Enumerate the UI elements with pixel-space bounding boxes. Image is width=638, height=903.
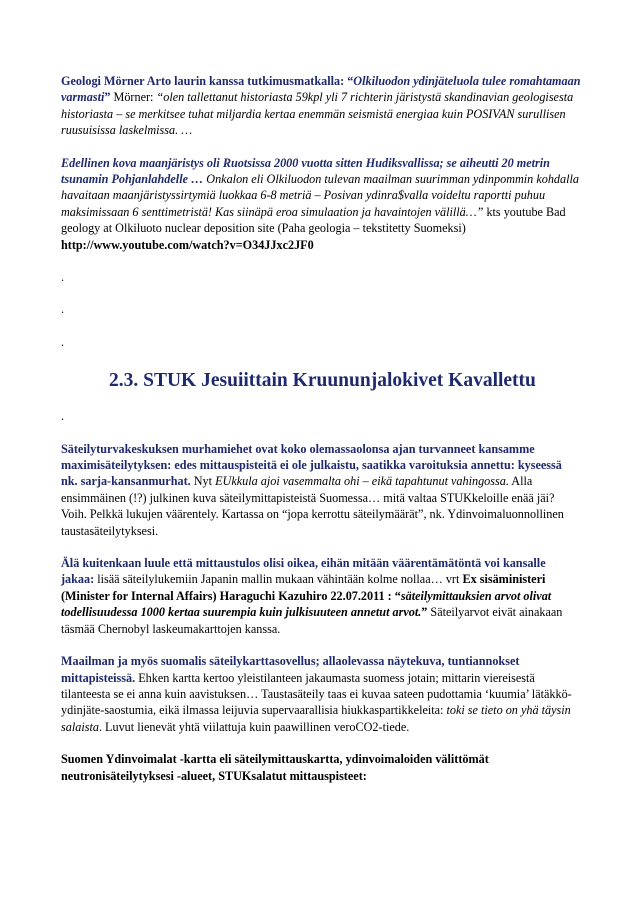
document-page (61, 73, 581, 784)
morner-quote-title: Olkiluodon ydinjäteluola tulee romahtamaan varmasti (61, 74, 581, 105)
morner-name: Mörner: (113, 90, 157, 105)
measurement-lead: Älä kuitenkaan luule että mittaustulos olisi oikea, eihän mitään väärentämätöntä voi kansalle jakaa: (61, 556, 546, 587)
earthquake-body: Onkalon eli Olkiluodon tulevan maailman suurimman ydinpommin kohdalla havaitaan maanjäristyssirtymiä luokkaa 6-8 metriä – Posivan ydinra$valla voideltu raportti puhuu maksimissaan 6 senttimetristä! Kas siinäpä eroa simulaation ja havaintojen välillä…” (61, 172, 579, 219)
measurement-tail: Säteilyarvot eivät ainakaan täsmää Chernobyl laskeumakarttojen kanssa. (61, 605, 563, 636)
stuk-eukkula: EUkkula ajoi vasemmalta ohi – eikä tapahtunut vahingossa. (215, 474, 509, 489)
morner-quote-close: ” (104, 90, 114, 105)
radiation-map-lead: Maailman ja myös suomalis säteilykarttasovellus; allaolevassa näytekuva, tuntiannokset mittapisteissä. (61, 654, 520, 685)
spacer-dot-1: . (61, 270, 65, 285)
morner-quote-body: “olen tallettanut historiasta 59kpl yli 7 richterin järistystä skandinavian geologisesta historiasta – se merkitsee tuhat miljardia kertaa enemmän seismistä energiaa kuin POSIVAN surullisen ruusuisissa laskelmissa. … (61, 90, 574, 138)
measurement-text: lisää säteilylukemiin Japanin mallin mukaan vähintään kolme nollaa… vrt (94, 572, 463, 587)
youtube-reference-text: kts youtube Bad geology at Olkiluoto nuclear deposition site (Paha geologia – tekstitetty Suomeksi) (61, 204, 566, 236)
radiation-map-body: Ehken kartta kertoo yleistilanteen jakaumasta suomess jotain; mittarin viereisestä tilanteesta se ei anna kuin aavistuksen… Taustasäteily taas ei kuvaa sateen pudottamia ‘kuumia’ lätäkkö-ydinjäte-saostumia, eikä ilmassa leijuvia supervaarallisia hiukkaspartikkeleita: (61, 670, 572, 718)
morner-lead: Geologi Mörner Arto laurin kanssa tutkimusmatkalla: “ (61, 74, 354, 88)
paragraph-morner (61, 73, 581, 139)
paragraph-nuclear-map (61, 751, 581, 784)
earthquake-lead: Edellinen kova maanjäristys oli Ruotsissa 2000 vuotta sitten Hudiksvallissa; se aiheutti 20 metrin tsunamin Pohjanlahdelle … (61, 155, 550, 187)
haraguchi-quote-close: ” (421, 605, 428, 620)
radiation-map-secret: toki se tieto on yhä täysin salaista (61, 703, 571, 734)
paragraph-measurement (61, 555, 581, 637)
spacer-dot-3: . (61, 334, 65, 349)
stuk-body: Alla ensimmäinen (!?) julkinen kuva säteilymittapisteistä Suomessa… mitä valtaa STUKkeloille enää jäi? Voih. Pelkkä lukujen väärentely. Kartassa on “jopa kerrottu säteilymäärät”, nk. Ydinvoimaluonnollinen taustasäteilytyksesi. (61, 474, 564, 538)
paragraph-radiation-map (61, 653, 581, 735)
spacer-dot-2: . (61, 302, 65, 317)
haraguchi-reference: Ex sisäministeri (Minister for Internal Affairs) Haraguchi Kazuhiro 22.07.2011 : “ (61, 572, 546, 603)
stuk-lead: Säteilyturvakeskuksen murhamiehet ovat koko olemassaolonsa ajan turvanneet kansamme maximisäteilytyksen: edes mittauspisteitä ei ole julkaistu, saatikka varoituksia annettu: kyseessä nk. sarja-kansanmurhat. (61, 441, 562, 489)
paragraph-stuk (61, 441, 581, 539)
nuclear-map-title: Suomen Ydinvoimalat -kartta eli säteilymittauskartta, ydinvoimaloiden välittömät neutronisäteilytyksesi -alueet, STUKsalatut mittauspisteet: (61, 752, 489, 783)
stuk-now: Nyt (190, 474, 216, 489)
paragraph-earthquake (61, 155, 581, 253)
spacer-dot-after-heading: . (61, 409, 65, 424)
radiation-map-tail: . Luvut lienevät yhtä viilattuja kuin paawillinen veroCO2-tiede. (98, 719, 410, 734)
haraguchi-quote: säteilymittauksien arvot olivat todellisuudessa 1000 kertaa suurempia kuin julkisuuteen annetut arvot. (61, 588, 552, 620)
section-heading: 2.3. STUK Jesuiittain Kruununjalokivet Kavallettu (109, 370, 536, 392)
youtube-link[interactable]: http://www.youtube.com/watch?v=O34JJxc2JF0 (61, 237, 314, 252)
